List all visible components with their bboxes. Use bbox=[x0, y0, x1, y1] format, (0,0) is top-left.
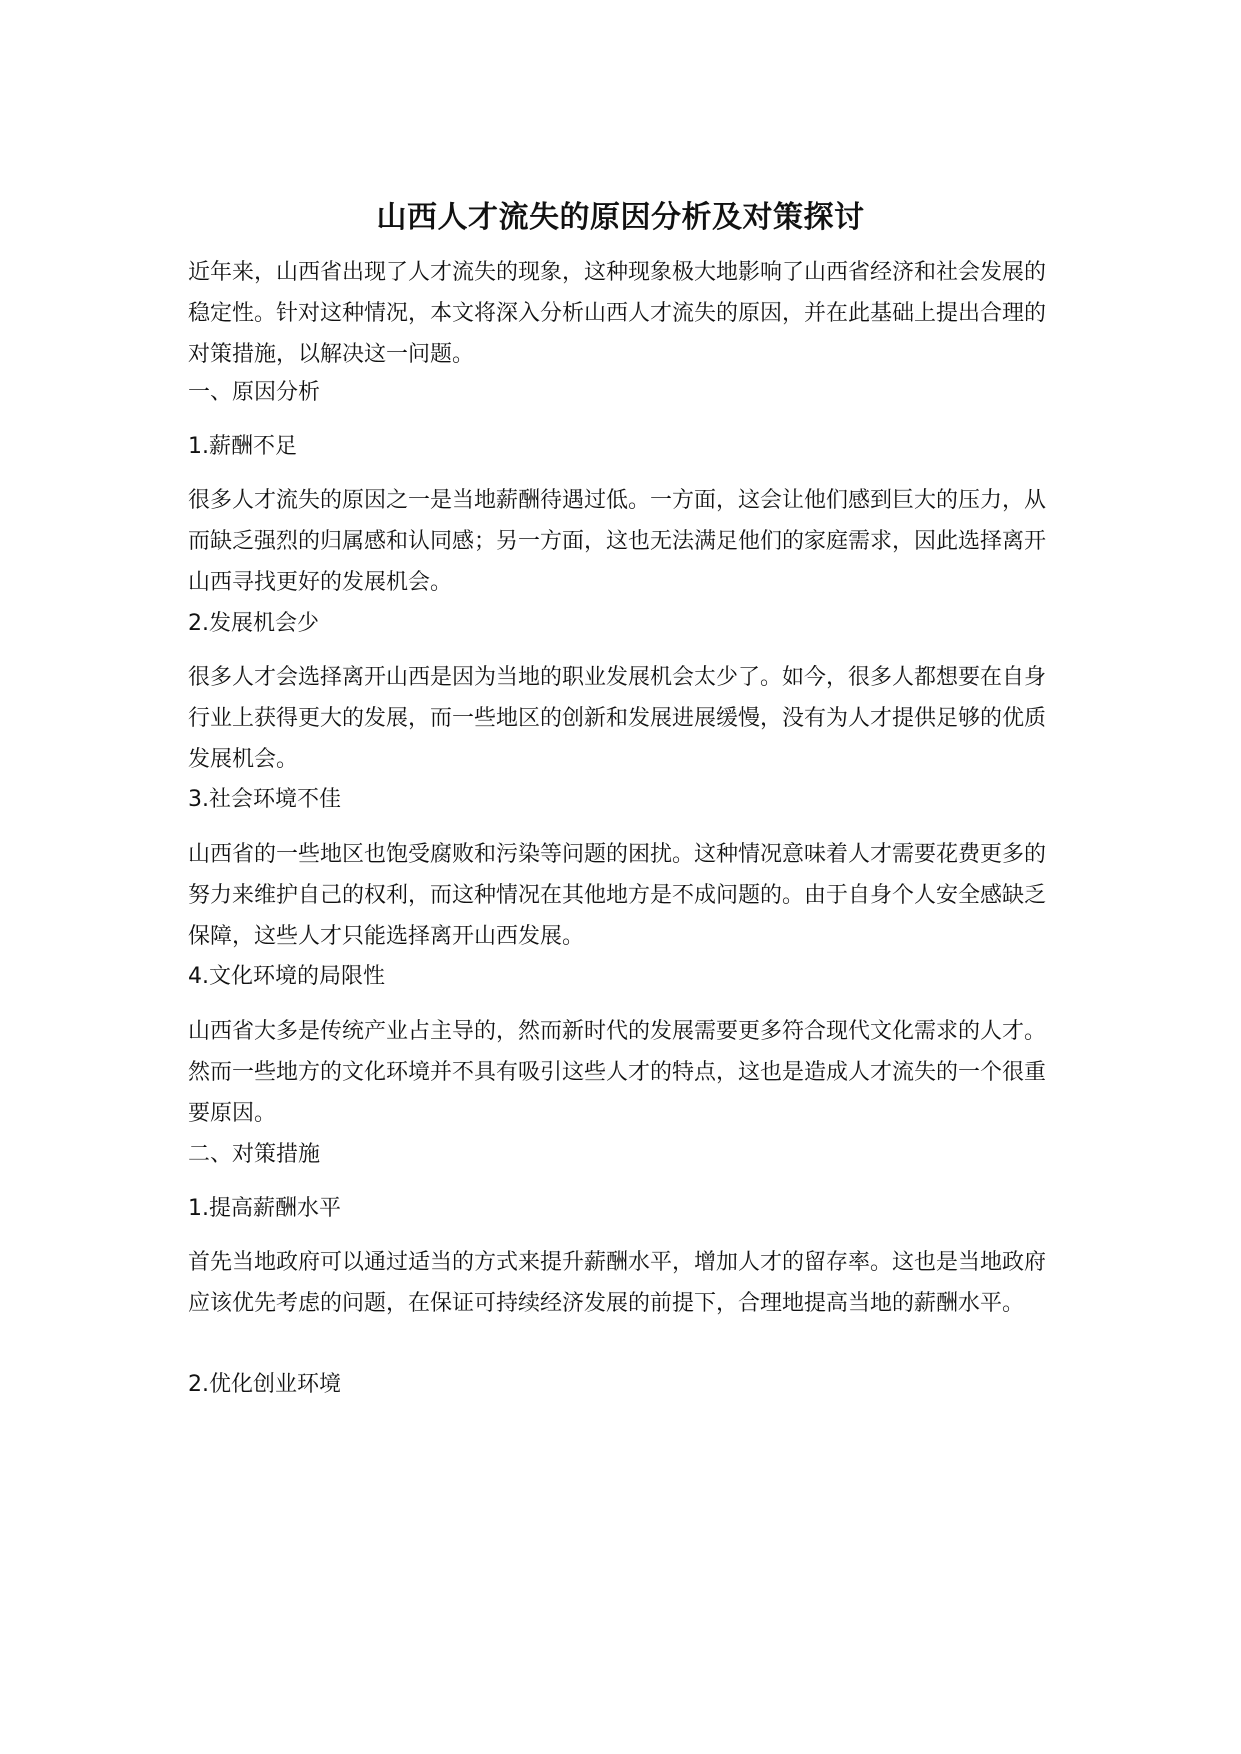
measure-paragraph-salary: 首先当地政府可以通过适当的方式来提升薪酬水平，增加人才的留存率。这也是当地政府应该优先考虑的问题，在保证可持续经济发展的前提下，合理地提高当地的薪酬水平。 bbox=[188, 1250, 1047, 1316]
section-heading-causes: 一、原因分析 bbox=[188, 380, 321, 405]
document-title: 山西人才流失的原因分析及对策探讨 bbox=[376, 200, 865, 236]
cause-heading-social-environment: 3.社会环境不佳 bbox=[188, 787, 341, 812]
measure-heading-salary: 1.提高薪酬水平 bbox=[188, 1196, 341, 1221]
section-heading-measures: 二、对策措施 bbox=[188, 1142, 321, 1167]
cause-paragraph-salary: 很多人才流失的原因之一是当地薪酬待遇过低。一方面，这会让他们感到巨大的压力，从而缺乏强烈的归属感和认同感；另一方面，这也无法满足他们的家庭需求，因此选择离开山西寻找更好的发展机会。 bbox=[188, 488, 1047, 595]
cause-heading-opportunities: 2.发展机会少 bbox=[188, 611, 319, 636]
intro-paragraph: 近年来，山西省出现了人才流失的现象，这种现象极大地影响了山西省经济和社会发展的稳定性。针对这种情况，本文将深入分析山西人才流失的原因，并在此基础上提出合理的对策措施，以解决这一问题。 bbox=[188, 260, 1047, 367]
cause-paragraph-cultural-environment: 山西省大多是传统产业占主导的，然而新时代的发展需要更多符合现代文化需求的人才。然而一些地方的文化环境并不具有吸引这些人才的特点，这也是造成人才流失的一个很重要原因。 bbox=[188, 1019, 1047, 1126]
cause-heading-cultural-environment: 4.文化环境的局限性 bbox=[188, 964, 385, 989]
measure-heading-business-environment: 2.优化创业环境 bbox=[188, 1372, 341, 1397]
cause-paragraph-social-environment: 山西省的一些地区也饱受腐败和污染等问题的困扰。这种情况意味着人才需要花费更多的努力来维护自己的权利，而这种情况在其他地方是不成问题的。由于自身个人安全感缺乏保障，这些人才只能选择离开山西发展。 bbox=[188, 842, 1047, 949]
cause-paragraph-opportunities: 很多人才会选择离开山西是因为当地的职业发展机会太少了。如今，很多人都想要在自身行业上获得更大的发展，而一些地区的创新和发展进展缓慢，没有为人才提供足够的优质发展机会。 bbox=[188, 665, 1047, 772]
cause-heading-salary: 1.薪酬不足 bbox=[188, 434, 297, 459]
